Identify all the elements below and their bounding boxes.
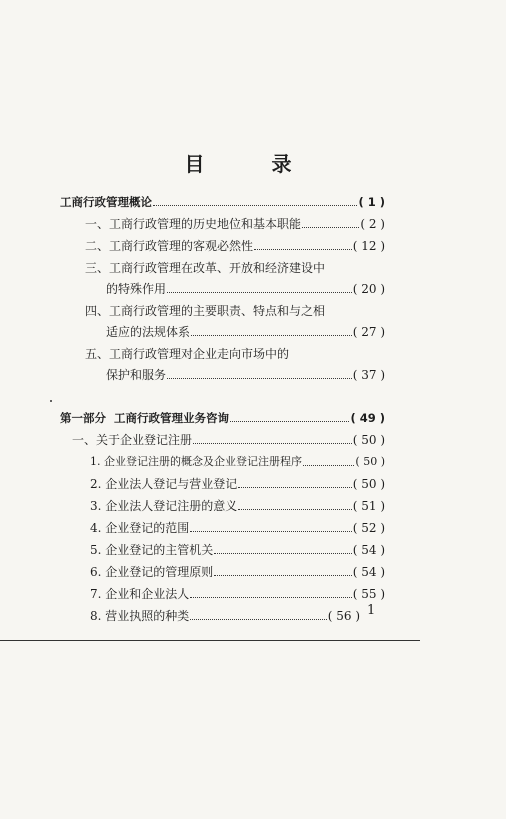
- toc-entry-text: 工商行政管理概论: [60, 195, 152, 209]
- toc-entry: [106, 323, 385, 341]
- toc-entry-text: 三、工商行政管理在改革、开放和经济建设中: [85, 261, 326, 275]
- toc-entry-page: ( 52 ): [352, 521, 385, 535]
- leader-dots: [167, 291, 352, 293]
- toc-entry-overview: [60, 193, 385, 211]
- toc-entry: [85, 215, 385, 233]
- toc-entry: [90, 519, 385, 537]
- toc-entry-text: 5. 企业登记的主管机关: [90, 543, 214, 557]
- toc-entry-text: 第一部分 工商行政管理业务咨询: [60, 411, 230, 425]
- toc-entry-text: 3. 企业法人登记注册的意义: [90, 499, 238, 513]
- leader-dots: [190, 596, 351, 598]
- toc-entry-text: 的特殊作用: [106, 282, 167, 296]
- toc-entry-page: ( 50 ): [352, 433, 385, 447]
- toc-entry-text: 一、关于企业登记注册: [72, 433, 193, 447]
- toc-entry-page: ( 55 ): [352, 587, 385, 601]
- toc-entry-page: ( 54 ): [352, 565, 385, 579]
- toc-entry-page: ( 50 ): [355, 455, 385, 468]
- toc-entry-text: 2. 企业法人登记与营业登记: [90, 477, 238, 491]
- leader-dots: [238, 508, 351, 510]
- toc-entry-text: 1. 企业登记注册的概念及企业登记注册程序: [90, 455, 302, 468]
- toc-entry-page: ( 2 ): [360, 217, 385, 231]
- toc-entry-part-one: [60, 409, 385, 427]
- toc-entry-text: 五、工商行政管理对企业走向市场中的: [85, 347, 290, 361]
- divider-line: [0, 640, 420, 641]
- toc-entry-page: ( 54 ): [352, 543, 385, 557]
- toc-entry-text: 4. 企业登记的范围: [90, 521, 190, 535]
- toc-entry-text: 适应的法规体系: [106, 325, 191, 339]
- toc-entry-text: 6. 企业登记的管理原则: [90, 565, 214, 579]
- toc-entry-text: 一、工商行政管理的历史地位和基本职能: [85, 217, 302, 231]
- speck: [50, 400, 52, 402]
- page-title: 目 录: [184, 152, 322, 176]
- leader-dots: [230, 420, 349, 422]
- toc-entry: [90, 541, 385, 559]
- toc-entry: [90, 453, 385, 471]
- leader-dots: [238, 486, 351, 488]
- toc-entry-page: ( 27 ): [352, 325, 385, 339]
- leader-dots: [254, 248, 352, 250]
- toc-entry: [90, 475, 385, 493]
- leader-dots: [167, 377, 352, 379]
- leader-dots: [303, 464, 354, 466]
- toc-entry: [85, 237, 385, 255]
- leader-dots: [153, 204, 357, 206]
- toc-entry-page: ( 51 ): [352, 499, 385, 513]
- toc-entry: [90, 607, 360, 625]
- toc-entry: [72, 431, 385, 449]
- toc-entry: [90, 497, 385, 515]
- leader-dots: [193, 442, 352, 444]
- toc-entry-text: 7. 企业和企业法人: [90, 587, 190, 601]
- toc-entry: [106, 366, 385, 384]
- toc-entry-page: ( 1 ): [358, 195, 385, 209]
- toc-entry-page: ( 12 ): [352, 239, 385, 253]
- leader-dots: [214, 552, 351, 554]
- toc-entry-page: ( 56 ): [327, 609, 360, 623]
- toc-entry-text: 保护和服务: [106, 368, 167, 382]
- leader-dots: [191, 334, 352, 336]
- leader-dots: [302, 226, 359, 228]
- toc-entry-page: ( 20 ): [352, 282, 385, 296]
- leader-dots: [190, 530, 351, 532]
- toc-entry: [106, 280, 385, 298]
- toc-entry-page: ( 37 ): [352, 368, 385, 382]
- toc-entry: [90, 563, 385, 581]
- toc-entry-text: 二、工商行政管理的客观必然性: [85, 239, 254, 253]
- toc-entry: [90, 585, 385, 603]
- toc-entry-page: ( 49 ): [350, 411, 385, 425]
- page-number: 1: [367, 603, 376, 618]
- toc-entry-text: 四、工商行政管理的主要职责、特点和与之相: [85, 304, 326, 318]
- leader-dots: [214, 574, 351, 576]
- toc-entry-text: 8. 营业执照的种类: [90, 609, 190, 623]
- leader-dots: [190, 618, 326, 620]
- toc-entry-page: ( 50 ): [352, 477, 385, 491]
